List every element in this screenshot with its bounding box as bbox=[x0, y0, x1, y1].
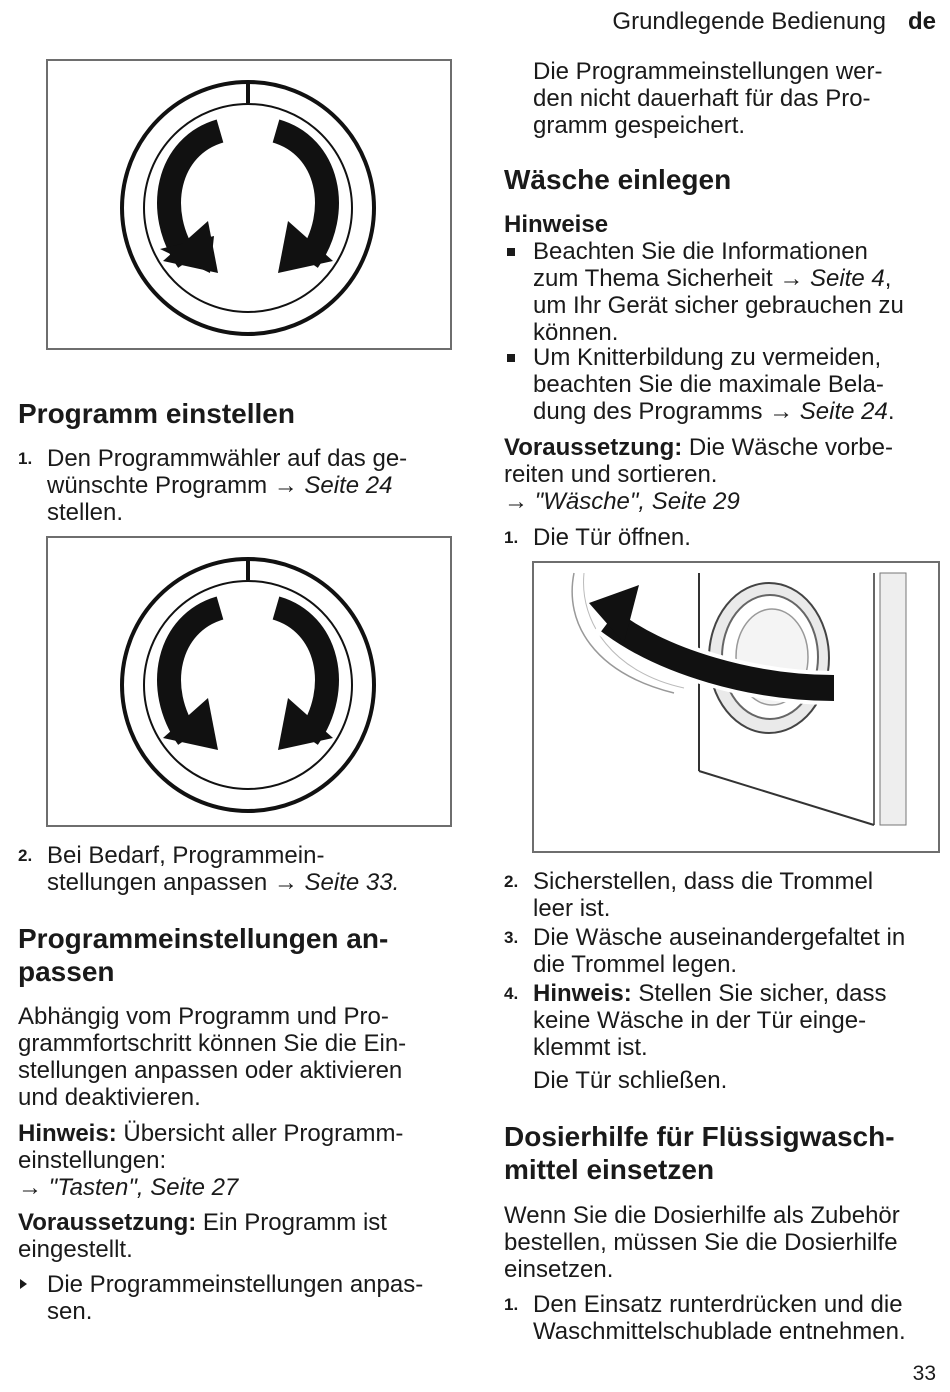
paragraph-line: Wenn Sie die Dosierhilfe als Zubehör bbox=[504, 1202, 900, 1229]
step-text: Die Tür öffnen. bbox=[533, 524, 691, 551]
step-number: 1. bbox=[504, 528, 519, 547]
page-link[interactable]: → Seite 24 bbox=[769, 398, 888, 425]
step-text: Waschmittelschublade entnehmen. bbox=[533, 1318, 906, 1345]
step-text: leer ist. bbox=[533, 895, 611, 922]
note-text: können. bbox=[533, 319, 619, 346]
step-text: Den Einsatz runterdrücken und die bbox=[533, 1291, 903, 1318]
step-text: wünschte Programm bbox=[47, 472, 274, 499]
note-text: Beachten Sie die Informationen bbox=[533, 238, 868, 265]
paragraph-abhaengig bbox=[18, 1003, 458, 1111]
page-link[interactable]: → "Tasten", Seite 27 bbox=[18, 1174, 239, 1201]
paragraph-line: grammfortschritt können Sie die Ein- bbox=[18, 1030, 407, 1057]
step-close-door bbox=[504, 980, 944, 1094]
paragraph-line: stellungen anpassen oder aktivieren bbox=[18, 1057, 403, 1084]
page-link[interactable]: → Seite 33. bbox=[273, 869, 400, 896]
paragraph-line: den nicht dauerhaft für das Pro- bbox=[533, 85, 871, 112]
note-text: beachten Sie die maximale Bela- bbox=[533, 371, 884, 398]
triangle-bullet-icon bbox=[20, 1279, 27, 1289]
step-number: 2. bbox=[18, 846, 33, 865]
note-1 bbox=[504, 238, 944, 346]
note-text: zum Thema Sicherheit bbox=[533, 265, 780, 292]
page-header bbox=[612, 8, 936, 35]
voraussetzung-block bbox=[18, 1209, 458, 1263]
step-check-drum bbox=[504, 868, 944, 922]
heading-waesche-einlegen: Wäsche einlegen bbox=[504, 164, 732, 195]
voraussetzung-label: Voraussetzung: bbox=[504, 434, 683, 461]
step-text: Sicherstellen, dass die Trommel bbox=[533, 868, 874, 895]
paragraph-line: gramm gespeichert. bbox=[533, 112, 746, 139]
voraussetzung-text: Die Wäsche vorbe- bbox=[682, 434, 893, 461]
step-text: Bei Bedarf, Programmein- bbox=[47, 842, 325, 869]
step-text: Stellen Sie sicher, dass bbox=[631, 980, 887, 1007]
hinweis-label: Hinweis: bbox=[18, 1120, 117, 1147]
dial-rotate-icon bbox=[48, 61, 450, 348]
step-number: 1. bbox=[504, 1295, 519, 1314]
paragraph-line: bestellen, müssen Sie die Dosierhilfe bbox=[504, 1229, 898, 1256]
voraussetzung-label: Voraussetzung: bbox=[18, 1209, 197, 1236]
paragraph-line: einsetzen. bbox=[504, 1256, 614, 1283]
heading-programm-einstellen: Programm einstellen bbox=[18, 398, 295, 429]
step-text: die Trommel legen. bbox=[533, 951, 738, 978]
bullet-text: Die Programmeinstellungen anpas- bbox=[47, 1271, 424, 1298]
page-number: 33 bbox=[912, 1362, 936, 1385]
step-2 bbox=[18, 842, 458, 896]
step-remove-drawer bbox=[504, 1291, 944, 1345]
dial-figure-1 bbox=[46, 59, 452, 350]
step-number: 2. bbox=[504, 872, 519, 891]
bullet-text: sen. bbox=[47, 1298, 93, 1325]
paragraph-line: Die Programmeinstellungen wer- bbox=[533, 58, 883, 85]
heading-line: Dosierhilfe für Flüssigwasch- bbox=[504, 1121, 895, 1152]
paragraph-dosierhilfe bbox=[504, 1202, 944, 1283]
paragraph-line: Abhängig vom Programm und Pro- bbox=[18, 1003, 389, 1030]
note-text: dung des Programms bbox=[533, 398, 770, 425]
voraussetzung-block-right bbox=[504, 434, 944, 515]
step-open-door bbox=[504, 524, 944, 551]
dial-rotate-icon bbox=[48, 538, 450, 825]
heading-programmeinstellungen-anpassen bbox=[18, 922, 388, 988]
square-bullet-icon bbox=[507, 248, 515, 256]
step-1 bbox=[18, 445, 458, 526]
step-number: 3. bbox=[504, 928, 519, 947]
washer-door-figure bbox=[532, 561, 940, 853]
step-text: Den Programmwähler auf das ge- bbox=[47, 445, 408, 472]
page-link[interactable]: → "Wäsche", Seite 29 bbox=[504, 488, 740, 515]
paragraph-intro bbox=[533, 58, 943, 139]
paragraph-line: und deaktivieren. bbox=[18, 1084, 201, 1111]
note-text: Um Knitterbildung zu vermeiden, bbox=[533, 344, 882, 371]
heading-line: Programmeinstellungen an- bbox=[18, 923, 389, 954]
hinweis-label: Hinweis: bbox=[533, 980, 632, 1007]
step-text: stellen. bbox=[47, 499, 124, 526]
page-link[interactable]: → Seite 24 bbox=[273, 472, 393, 499]
note-text: um Ihr Gerät sicher gebrauchen zu bbox=[533, 292, 904, 319]
hinweis-text: einstellungen: bbox=[18, 1147, 167, 1174]
header-section-title: Grundlegende Bedienung bbox=[612, 8, 886, 35]
heading-line: mittel einsetzen bbox=[504, 1154, 715, 1185]
voraussetzung-text: eingestellt. bbox=[18, 1236, 133, 1263]
step-text: stellungen anpassen bbox=[47, 869, 274, 896]
step-number: 1. bbox=[18, 449, 33, 468]
note-text: , bbox=[884, 265, 892, 292]
note-text: . bbox=[887, 398, 895, 425]
hinweis-text: Übersicht aller Programm- bbox=[116, 1120, 404, 1147]
square-bullet-icon bbox=[507, 354, 515, 362]
note-2 bbox=[504, 344, 944, 425]
dial-figure-2 bbox=[46, 536, 452, 827]
heading-dosierhilfe bbox=[504, 1120, 895, 1186]
voraussetzung-text: reiten und sortieren. bbox=[504, 461, 718, 488]
step-text: keine Wäsche in der Tür einge- bbox=[533, 1007, 867, 1034]
voraussetzung-text: Ein Programm ist bbox=[196, 1209, 387, 1236]
hinweise-label: Hinweise bbox=[504, 211, 609, 238]
step-text: Die Wäsche auseinandergefaltet in bbox=[533, 924, 906, 951]
step-number: 4. bbox=[504, 984, 519, 1003]
page-link[interactable]: → Seite 4 bbox=[779, 265, 885, 292]
step-load-laundry bbox=[504, 924, 944, 978]
header-language: de bbox=[907, 8, 936, 35]
step-text: klemmt ist. bbox=[533, 1034, 648, 1061]
hinweis-block bbox=[18, 1120, 458, 1201]
step-text: Die Tür schließen. bbox=[533, 1067, 728, 1094]
washer-door-icon bbox=[534, 563, 938, 851]
heading-line: passen bbox=[18, 956, 115, 987]
action-bullet bbox=[18, 1271, 458, 1325]
